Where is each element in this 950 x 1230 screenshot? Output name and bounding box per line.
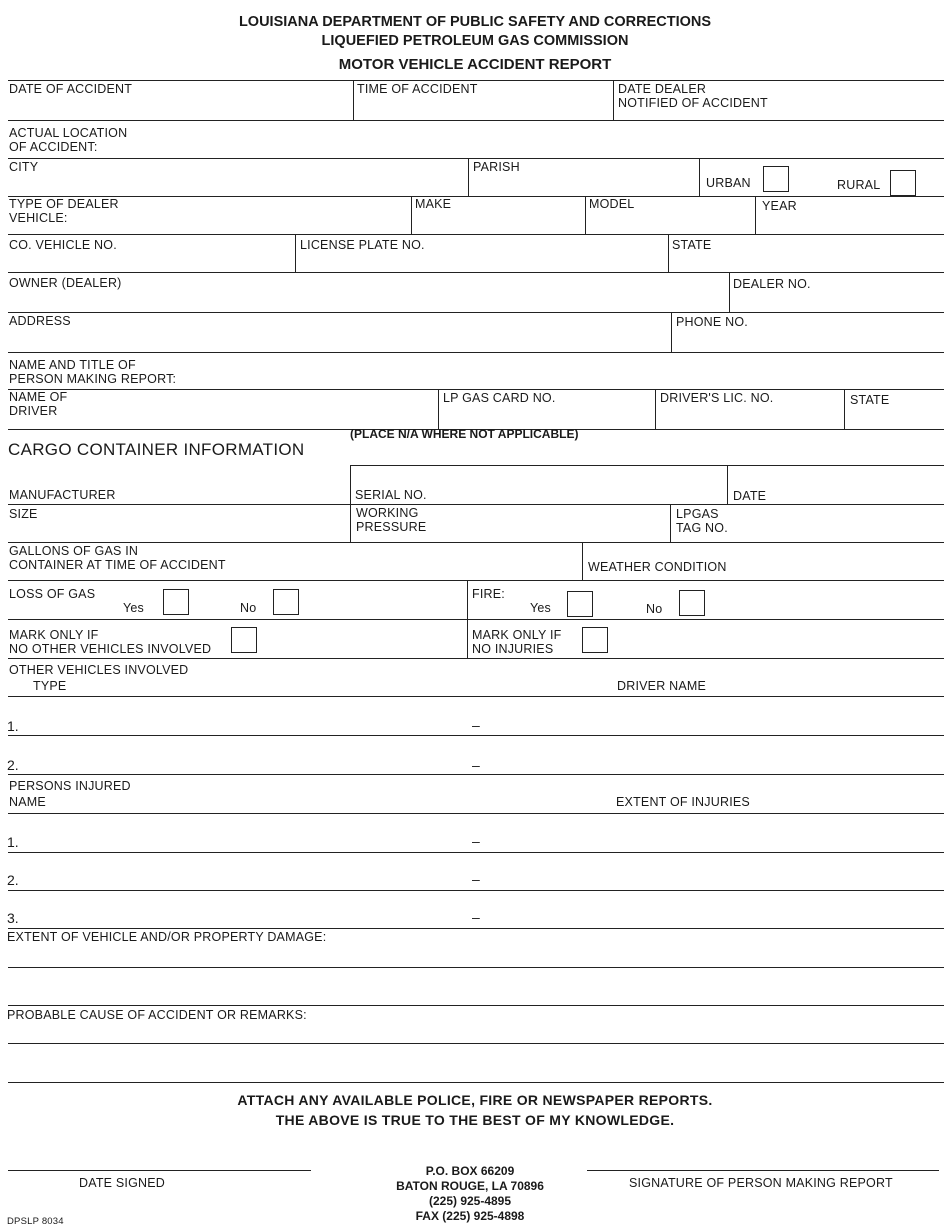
- row-divider: [8, 852, 944, 853]
- cell-divider: [411, 196, 412, 234]
- row-divider: [8, 890, 944, 891]
- date-label: DATE: [733, 489, 767, 503]
- cell-divider: [468, 158, 469, 196]
- row-divider: [8, 312, 944, 313]
- driver-name-column-label: DRIVER NAME: [617, 679, 707, 693]
- model-label: MODEL: [589, 197, 635, 211]
- rural-label: RURAL: [837, 178, 881, 192]
- cell-divider: [670, 504, 671, 542]
- cell-divider: [844, 389, 845, 429]
- separator-dash: –: [472, 833, 480, 849]
- loss-of-gas-no-label: No: [240, 601, 257, 615]
- owner-dealer-label: OWNER (DEALER): [9, 276, 122, 290]
- working-pressure-label: WORKING PRESSURE: [356, 506, 427, 534]
- signature-line[interactable]: [587, 1170, 939, 1171]
- year-label: YEAR: [762, 199, 797, 213]
- write-line: [8, 1043, 944, 1044]
- loss-of-gas-label: LOSS OF GAS: [9, 587, 96, 601]
- serial-no-label: SERIAL NO.: [355, 488, 427, 502]
- row-divider: [8, 928, 944, 929]
- cargo-section-title: CARGO CONTAINER INFORMATION: [8, 440, 305, 459]
- cell-divider: [613, 80, 614, 120]
- commission-title: LIQUEFIED PETROLEUM GAS COMMISSION: [321, 33, 629, 49]
- write-line: [8, 1082, 944, 1083]
- no-other-vehicles-checkbox[interactable]: [231, 627, 257, 653]
- row-divider: [8, 774, 944, 775]
- row-divider: [8, 80, 944, 81]
- co-vehicle-no-label: CO. VEHICLE NO.: [9, 238, 117, 252]
- write-line: [8, 1005, 944, 1006]
- loss-of-gas-yes-checkbox[interactable]: [163, 589, 189, 615]
- fire-label: FIRE:: [472, 587, 505, 601]
- separator-dash: –: [472, 717, 480, 733]
- cell-divider: [350, 504, 351, 542]
- fire-yes-checkbox[interactable]: [567, 591, 593, 617]
- separator-dash: –: [472, 871, 480, 887]
- cell-divider: [668, 234, 669, 272]
- row-divider: [8, 389, 944, 390]
- actual-location-label: ACTUAL LOCATION OF ACCIDENT:: [9, 126, 128, 154]
- fire-no-label: No: [646, 602, 663, 616]
- cargo-note: (PLACE N/A WHERE NOT APPLICABLE): [350, 427, 579, 441]
- loss-of-gas-no-checkbox[interactable]: [273, 589, 299, 615]
- po-box: P.O. BOX 66209: [425, 1164, 515, 1178]
- no-injuries-checkbox[interactable]: [582, 627, 608, 653]
- row-divider: [8, 580, 944, 581]
- row-divider: [8, 735, 944, 736]
- lp-gas-card-no-label: LP GAS CARD NO.: [443, 391, 556, 405]
- type-of-dealer-vehicle-label: TYPE OF DEALER VEHICLE:: [9, 197, 119, 225]
- fire-no-checkbox[interactable]: [679, 590, 705, 616]
- fire-yes-label: Yes: [530, 601, 551, 615]
- no-other-vehicles-label: MARK ONLY IF NO OTHER VEHICLES INVOLVED: [9, 628, 212, 656]
- cell-divider: [295, 234, 296, 272]
- vehicle-number-1: 1.: [7, 718, 19, 734]
- cell-divider: [755, 196, 756, 234]
- signature-label: SIGNATURE OF PERSON MAKING REPORT: [629, 1176, 893, 1190]
- form-number: DPSLP 8034: [7, 1216, 64, 1227]
- cell-divider: [727, 465, 728, 505]
- cell-divider: [350, 465, 351, 505]
- mailing-address: [320, 1164, 620, 1224]
- cell-divider: [655, 389, 656, 429]
- type-column-label: TYPE: [33, 679, 67, 693]
- row-divider: [8, 196, 944, 197]
- lpgas-tag-no-label: LPGAS TAG NO.: [676, 507, 728, 535]
- dealer-no-label: DEALER NO.: [733, 277, 811, 291]
- row-divider: [8, 813, 944, 814]
- phone-no-label: PHONE NO.: [676, 315, 748, 329]
- cell-divider: [582, 542, 583, 580]
- attestation-line-2: THE ABOVE IS TRUE TO THE BEST OF MY KNOWLEDGE.: [275, 1112, 675, 1128]
- name-column-label: NAME: [9, 795, 46, 809]
- address-label: ADDRESS: [9, 314, 71, 328]
- row-divider: [8, 696, 944, 697]
- row-divider: [8, 542, 944, 543]
- size-label: SIZE: [9, 507, 38, 521]
- injured-number-2: 2.: [7, 872, 19, 888]
- injured-number-1: 1.: [7, 834, 19, 850]
- date-dealer-notified-label: DATE DEALER NOTIFIED OF ACCIDENT: [618, 82, 768, 110]
- make-label: MAKE: [415, 197, 452, 211]
- attestation-line-1: ATTACH ANY AVAILABLE POLICE, FIRE OR NEWSPAPER REPORTS.: [237, 1092, 713, 1108]
- urban-checkbox[interactable]: [763, 166, 789, 192]
- department-title: LOUISIANA DEPARTMENT OF PUBLIC SAFETY AND CORRECTIONS: [238, 14, 712, 30]
- manufacturer-label: MANUFACTURER: [9, 488, 116, 502]
- cell-divider: [585, 196, 586, 234]
- address-fax: FAX (225) 925-4898: [415, 1209, 525, 1223]
- address-phone: (225) 925-4895: [428, 1194, 512, 1208]
- row-divider: [8, 504, 944, 505]
- weather-condition-label: WEATHER CONDITION: [588, 560, 727, 574]
- row-divider: [8, 272, 944, 273]
- separator-dash: –: [472, 757, 480, 773]
- name-of-driver-label: NAME OF DRIVER: [9, 390, 68, 418]
- separator-dash: –: [472, 909, 480, 925]
- date-signed-label: DATE SIGNED: [79, 1176, 166, 1190]
- no-injuries-label: MARK ONLY IF NO INJURIES: [472, 628, 562, 656]
- row-divider: [8, 234, 944, 235]
- license-plate-no-label: LICENSE PLATE NO.: [300, 238, 425, 252]
- cell-divider: [729, 272, 730, 312]
- driver-state-label: STATE: [850, 393, 890, 407]
- row-divider: [8, 120, 944, 121]
- address-city: BATON ROUGE, LA 70896: [396, 1179, 544, 1193]
- other-vehicles-label: OTHER VEHICLES INVOLVED: [9, 663, 189, 677]
- date-of-accident-label: DATE OF ACCIDENT: [9, 82, 133, 96]
- gallons-of-gas-label: GALLONS OF GAS IN CONTAINER AT TIME OF ACCIDENT: [9, 544, 226, 572]
- city-label: CITY: [9, 160, 39, 174]
- name-title-reporter-label: NAME AND TITLE OF PERSON MAKING REPORT:: [9, 358, 177, 386]
- vehicle-damage-label: EXTENT OF VEHICLE AND/OR PROPERTY DAMAGE:: [7, 930, 327, 944]
- form-title: MOTOR VEHICLE ACCIDENT REPORT: [338, 56, 612, 73]
- drivers-lic-no-label: DRIVER'S LIC. NO.: [660, 391, 774, 405]
- date-signed-line[interactable]: [8, 1170, 311, 1171]
- parish-label: PARISH: [473, 160, 520, 174]
- vehicle-number-2: 2.: [7, 757, 19, 773]
- loss-of-gas-yes-label: Yes: [123, 601, 144, 615]
- extent-of-injuries-column-label: EXTENT OF INJURIES: [616, 795, 750, 809]
- persons-injured-label: PERSONS INJURED: [9, 779, 131, 793]
- time-of-accident-label: TIME OF ACCIDENT: [357, 82, 478, 96]
- row-divider: [8, 158, 944, 159]
- state-label: STATE: [672, 238, 712, 252]
- probable-cause-label: PROBABLE CAUSE OF ACCIDENT OR REMARKS:: [7, 1008, 307, 1022]
- row-divider: [8, 352, 944, 353]
- cell-divider: [699, 158, 700, 196]
- rural-checkbox[interactable]: [890, 170, 916, 196]
- injured-number-3: 3.: [7, 910, 19, 926]
- row-divider: [350, 465, 944, 466]
- cell-divider: [353, 80, 354, 120]
- cell-divider: [438, 389, 439, 429]
- write-line: [8, 967, 944, 968]
- row-divider: [8, 658, 944, 659]
- row-divider: [8, 619, 944, 620]
- urban-label: URBAN: [706, 176, 751, 190]
- cell-divider: [671, 312, 672, 352]
